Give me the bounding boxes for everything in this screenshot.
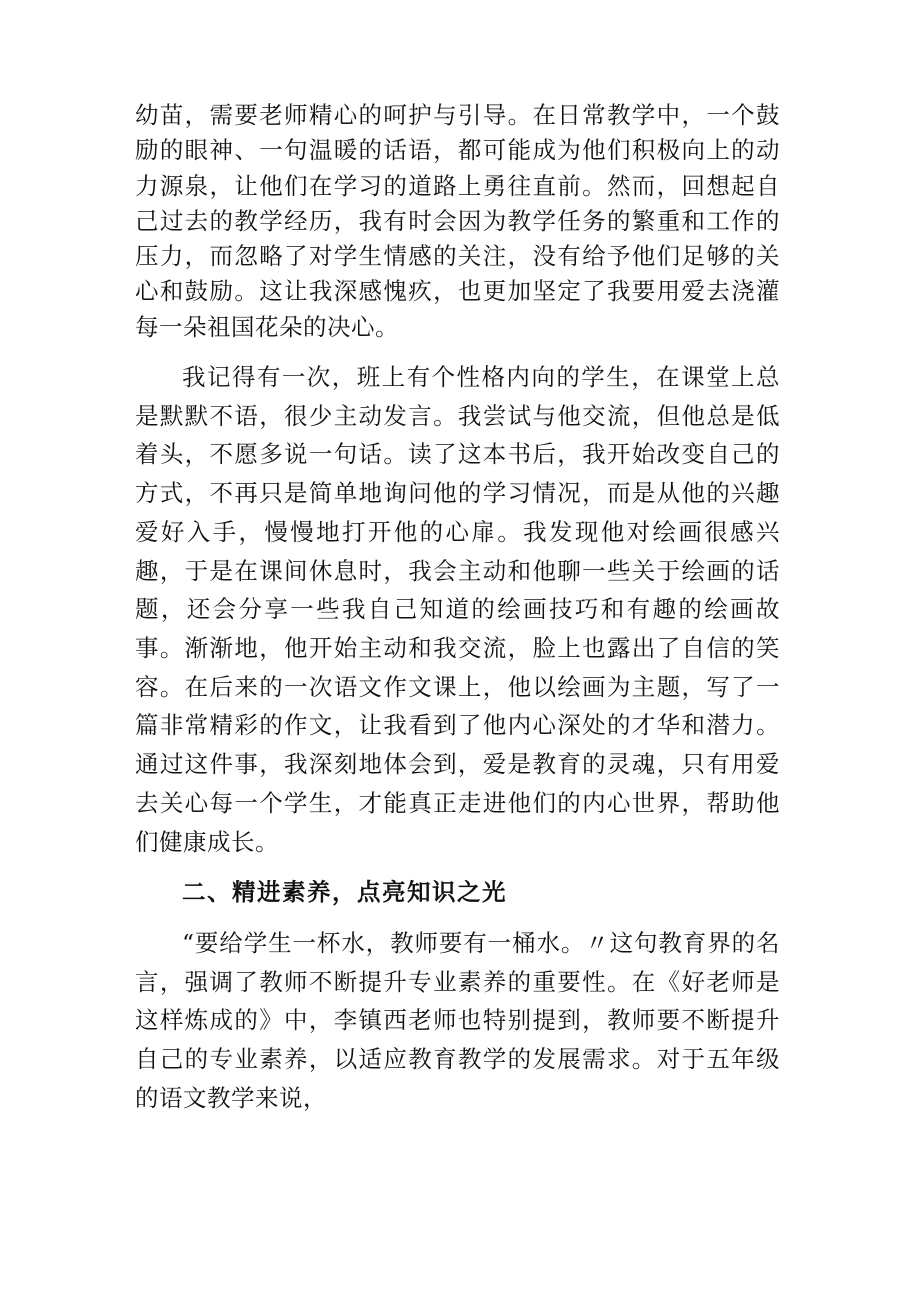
paragraph-spacer xyxy=(135,912,780,924)
body-paragraph-3: “要给学生一杯水，教师要有一桶水。〃这句教育界的名言，强调了教师不断提升专业素养的重要性。在《好老师是这样炼成的》中，李镇西老师也特别提到，教师要不断提升自己的专业素养，以适应教育教学的发展需求。对于五年级的语文教学来说， xyxy=(135,928,780,1112)
paragraph-spacer xyxy=(135,345,780,358)
body-paragraph-2: 我记得有一次，班上有个性格内向的学生，在课堂上总是默默不语，很少主动发言。我尝试与他交流，但他总是低着头，不愿多说一句话。读了这本书后，我开始改变自己的方式，不再只是简单地询问他的学习情况，而是从他的兴趣爱好入手，慢慢地打开他的心扉。我发现他对绘画很感兴趣，于是在课间休息时，我会主动和他聊一些关于绘画的话题，还会分享一些我自己知道的绘画技巧和有趣的绘画故事。渐渐地，他开始主动和我交流，脸上也露出了自信的笑容。在后来的一次语文作文课上，他以绘画为主题，写了一篇非常精彩的作文，让我看到了他内心深处的才华和潜力。通过这件事，我深刻地体会到，爱是教育的灵魂，只有用爱去关心每一个学生，才能真正走进他们的内心世界，帮助他们健康成长。 xyxy=(135,363,780,856)
paragraph-spacer xyxy=(135,861,780,873)
document-page xyxy=(135,98,780,1117)
body-paragraph-1: 幼苗，需要老师精心的呵护与引导。在日常教学中，一个鼓励的眼神、一句温暖的话语，都可能成为他们积极向上的动力源泉，让他们在学习的道路上勇往直前。然而，回想起自己过去的教学经历，我有时会因为教学任务的繁重和工作的压力，而忽略了对学生情感的关注，没有给予他们足够的关心和鼓励。这让我深感愧疚，也更加坚定了我要用爱去浇灌每一朵祖国花朵的决心。 xyxy=(135,101,780,341)
section-heading: 二、精进素养，点亮知识之光 xyxy=(182,878,507,907)
